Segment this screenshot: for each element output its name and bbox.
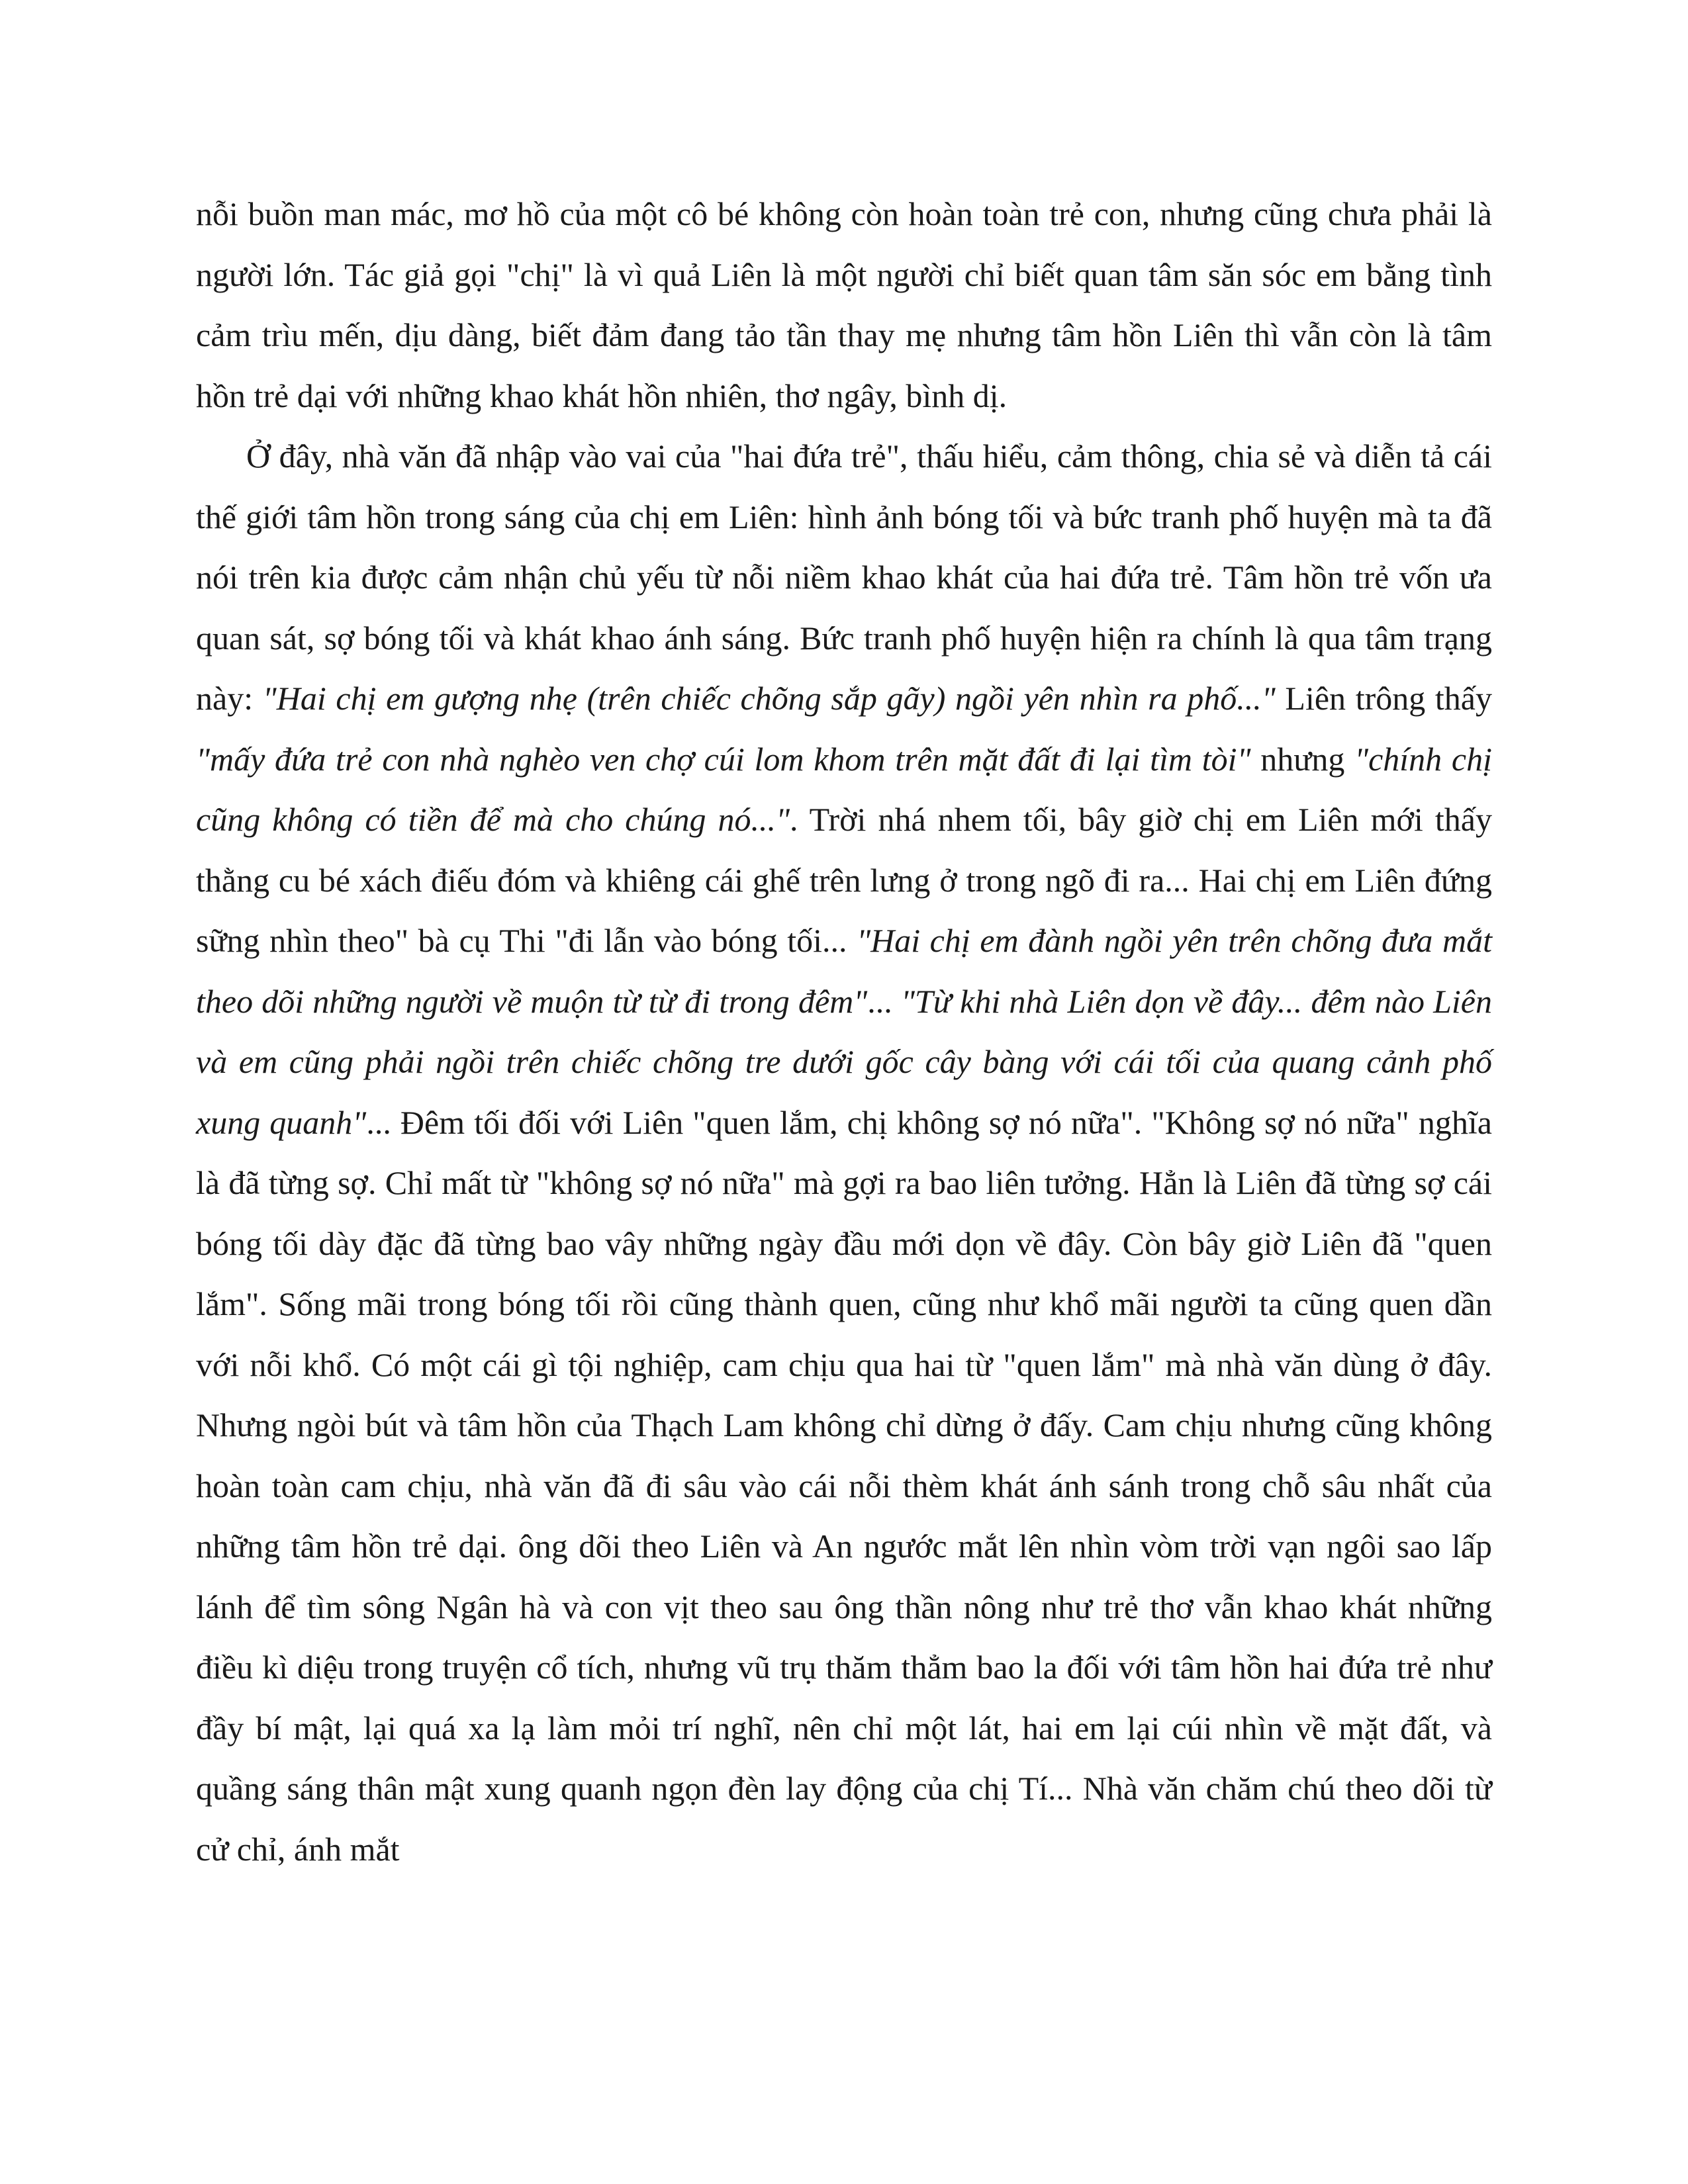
text-run: Liên trông thấy [1275, 680, 1492, 717]
text-run: ... Đêm tối đối với Liên "quen lắm, chị không sợ nó nữa". "Không sợ nó nữa" nghĩa là đã từng sợ. Chỉ mất từ "không sợ nó nữa" mà gợi ra bao liên tưởng. Hẳn là Liên đã từng sợ cái bóng tối dày đặc đã từng bao vây những ngày đầu mới dọn về đây. Còn bây giờ Liên đã "quen lắm". Sống mãi trong bóng tối rồi cũng thành quen, cũng như khổ mãi người ta cũng quen dần với nỗi khổ. Có một cái gì tội nghiệp, cam chịu qua hai từ "quen lắm" mà nhà văn dùng ở đây. Nhưng ngòi bút và tâm hồn của Thạch Lam không chỉ dừng ở đấy. Cam chịu nhưng cũng không hoàn toàn cam chịu, nhà văn đã đi sâu vào cái nỗi thèm khát ánh sánh trong chỗ sâu nhất của những tâm hồn trẻ dại. ông dõi theo Liên và An ngước mắt lên nhìn vòm trời vạn ngôi sao lấp lánh để tìm sông Ngân hà và con vịt theo sau ông thần nông như trẻ thơ vẫn khao khát những điều kì diệu trong truyện cổ tích, nhưng vũ trụ thăm thẳm bao la đối với tâm hồn hai đứa trẻ như đầy bí mật, lại quá xa lạ làm mỏi trí nghĩ, nên chỉ một lát, hai em lại cúi nhìn về mặt đất, và quầng sáng thân mật xung quanh ngọn đèn lay động của chị Tí... Nhà văn chăm chú theo dõi từ cử chỉ, ánh mắt [196, 1103, 1492, 1868]
text-run: ... [867, 982, 901, 1020]
text-run: . Trời nhá nhem tối, bây giờ chị em Liên mới thấy thằng cu bé xách điếu đóm và khiêng cái ghế trên lưng ở trong ngõ đi ra... Hai chị em Liên đứng sững nhìn theo" bà cụ Thi "đi lẫn vào bóng tối... [196, 801, 1492, 959]
body-text [196, 184, 1492, 1880]
text-run: Ở đây, nhà văn đã nhập vào vai của "hai đứa trẻ", thấu hiểu, cảm thông, chia sẻ và diễn tả cái thế giới tâm hồn trong sáng của chị em Liên: hình ảnh bóng tối và bức tranh phố huyện mà ta đã nói trên kia được cảm nhận chủ yếu từ nỗi niềm khao khát của hai đứa trẻ. Tâm hồn trẻ vốn ưa quan sát, sợ bóng tối và khát khao ánh sáng. Bức tranh phố huyện hiện ra chính là qua tâm trạng này: [196, 437, 1492, 717]
quote-run: "Hai chị em đành ngồi yên trên chõng đưa mắt theo dõi những người về muộn từ từ đi trong đêm" [196, 922, 1492, 1020]
text-run: nỗi buồn man mác, mơ hồ của một cô bé không còn hoàn toàn trẻ con, nhưng cũng chưa phải là người lớn. Tác giả gọi "chị" là vì quả Liên là một người chỉ biết quan tâm săn sóc em bằng tình cảm trìu mến, dịu dàng, biết đảm đang tảo tần thay mẹ nhưng tâm hồn Liên thì vẫn còn là tâm hồn trẻ dại với những khao khát hồn nhiên, thơ ngây, bình dị. [196, 195, 1492, 414]
paragraph-1 [196, 184, 1492, 426]
paragraph-2 [196, 426, 1492, 1880]
quote-run: "Từ khi nhà Liên dọn về đây... đêm nào Liên và em cũng phải ngồi trên chiếc chõng tre dưới gốc cây bàng với cái tối của quang cảnh phố xung quanh" [196, 982, 1493, 1141]
quote-run: "mấy đứa trẻ con nhà nghèo ven chợ cúi lom khom trên mặt đất đi lại tìm tòi" [196, 740, 1251, 778]
text-run: nhưng [1250, 740, 1355, 778]
quote-run: "Hai chị em gượng nhẹ (trên chiếc chõng sắp gãy) ngồi yên nhìn ra phố..." [262, 680, 1276, 717]
quote-run: "chính chị cũng không có tiền để mà cho chúng nó..." [196, 740, 1492, 838]
